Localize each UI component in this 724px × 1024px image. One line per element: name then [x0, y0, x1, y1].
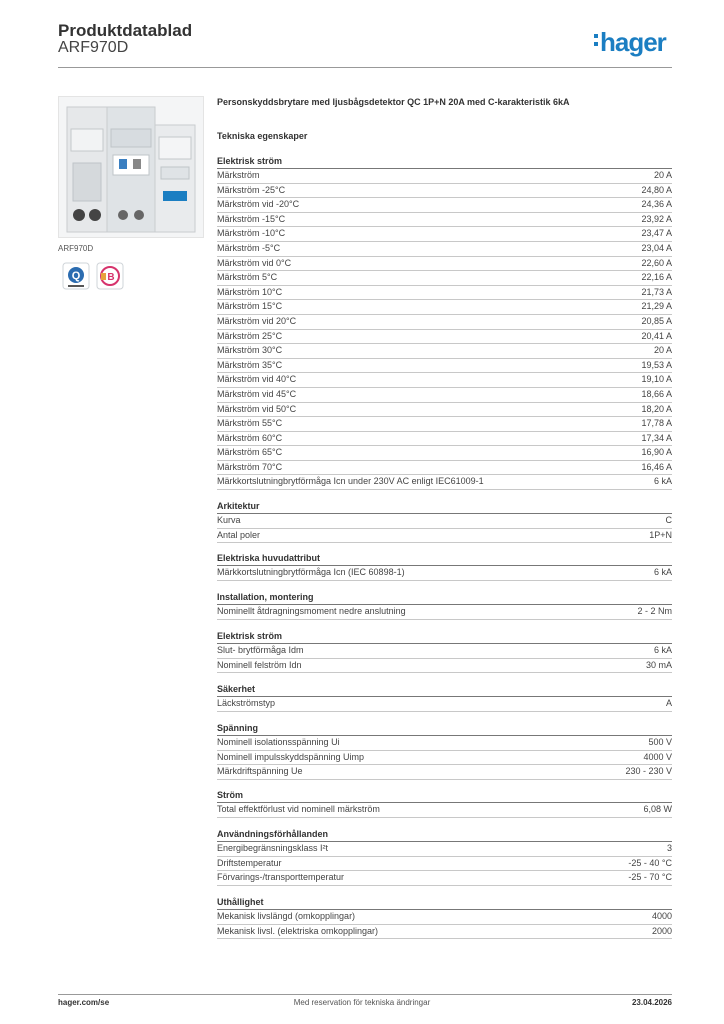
product-image [58, 96, 204, 238]
spec-value: 2 - 2 Nm [637, 606, 672, 616]
spec-row [217, 842, 672, 857]
spec-row [217, 227, 672, 242]
spec-label: Nominell felström Idn [217, 659, 302, 670]
section-installation-montering [217, 591, 672, 620]
spec-label: Märkkortslutningbrytförmåga Icn under 230V AC enligt IEC61009-1 [217, 476, 484, 487]
spec-row [217, 925, 672, 940]
spec-row [217, 871, 672, 886]
product-code-title: ARF970D [58, 39, 129, 56]
section-sakerhet [217, 683, 672, 712]
spec-value: -25 - 40 °C [628, 857, 672, 868]
spec-row [217, 271, 672, 286]
spec-value: 18,66 A [641, 388, 672, 399]
spec-label: Förvarings-/transporttemperatur [217, 872, 345, 883]
footer-divider [58, 994, 672, 995]
spec-value: 19,10 A [641, 374, 672, 385]
spec-value: 500 V [648, 737, 672, 747]
spec-row [217, 403, 672, 418]
spec-label: Antal poler [217, 529, 261, 540]
spec-value: 16,46 A [641, 461, 672, 472]
spec-label: Märkström 70°C [217, 461, 283, 472]
spec-label: Märkkortslutningbrytförmåga Icn (IEC 60898-1) [217, 567, 405, 577]
spec-row [217, 475, 672, 490]
spec-label: Energibegränsningsklass I²t [217, 843, 329, 853]
spec-value: 1P+N [649, 529, 672, 540]
spec-label: Märkström 10°C [217, 286, 283, 297]
spec-value: 230 - 230 V [625, 766, 672, 777]
section-heading: Installation, montering [217, 591, 672, 605]
spec-value: 21,29 A [641, 301, 672, 312]
spec-value: 20 A [653, 345, 672, 356]
spec-row [217, 566, 672, 581]
logo-dots-icon [594, 34, 598, 50]
spec-value: 2000 [651, 925, 672, 936]
spec-row [217, 359, 672, 374]
spec-row [217, 417, 672, 432]
spec-label: Mekanisk livslängd (omkopplingar) [217, 911, 356, 921]
section-spanning [217, 722, 672, 780]
spec-value: 3 [666, 843, 672, 853]
spec-row [217, 461, 672, 476]
section-heading: Uthållighet [217, 896, 672, 910]
spec-row [217, 910, 672, 925]
spec-row [217, 344, 672, 359]
spec-value: 4000 V [643, 751, 672, 762]
spec-row [217, 184, 672, 199]
spec-label: Märkström -5°C [217, 242, 281, 253]
section-elektriska-huvudattribut [217, 552, 672, 581]
spec-label: Märkström vid 20°C [217, 315, 297, 326]
spec-label: Märkström 65°C [217, 447, 283, 458]
spec-value: 17,34 A [641, 432, 672, 443]
footer-disclaimer: Med reservation för tekniska ändringar [293, 998, 431, 1007]
spec-label: Märkström [217, 170, 260, 180]
spec-value: 24,80 A [641, 184, 672, 195]
spec-label: Nominellt åtdragningsmoment nedre anslutning [217, 606, 406, 616]
spec-label: Märkström vid 45°C [217, 388, 297, 399]
section-uthallighet [217, 896, 672, 939]
section-heading: Elektrisk ström [217, 155, 672, 169]
spec-value: 20,85 A [641, 315, 672, 326]
spec-row [217, 373, 672, 388]
spec-label: Märkström vid 50°C [217, 403, 297, 414]
spec-label: Märkström -15°C [217, 213, 286, 224]
spec-label: Slut- brytförmåga Idm [217, 645, 304, 655]
spec-label: Märkström 55°C [217, 418, 283, 429]
section-elektrisk-strom [217, 155, 672, 490]
section-heading: Elektriska huvudattribut [217, 552, 672, 566]
spec-label: Märkström 35°C [217, 359, 283, 370]
q-badge-icon [62, 262, 90, 290]
b-badge-icon [96, 262, 124, 290]
spec-label: Märkdriftspänning Ue [217, 766, 303, 777]
spec-row [217, 242, 672, 257]
spec-row [217, 659, 672, 674]
tech-properties-heading: Tekniska egenskaper [217, 131, 308, 141]
spec-label: Märkström vid 40°C [217, 374, 297, 385]
section-anvandningsforhallanden [217, 828, 672, 886]
spec-row [217, 257, 672, 272]
spec-label: Märkström -10°C [217, 228, 286, 239]
spec-value: 22,60 A [641, 257, 672, 268]
product-description: Personskyddsbrytare med ljusbågsdetektor QC 1P+N 20A med C-karakteristik 6kA [217, 97, 570, 107]
spec-row [217, 751, 672, 766]
spec-value: 20 A [653, 170, 672, 180]
spec-row [217, 803, 672, 818]
spec-row [217, 388, 672, 403]
section-heading: Ström [217, 789, 672, 803]
spec-value: 23,92 A [641, 213, 672, 224]
spec-value: 19,53 A [641, 359, 672, 370]
spec-label: Märkström vid 0°C [217, 257, 292, 268]
section-heading: Säkerhet [217, 683, 672, 697]
spec-label: Nominell isolationsspänning Ui [217, 737, 340, 747]
spec-value: 17,78 A [641, 418, 672, 429]
spec-row [217, 286, 672, 301]
section-strom [217, 789, 672, 818]
spec-row [217, 169, 672, 184]
spec-label: Mekanisk livsl. (elektriska omkopplingar) [217, 925, 379, 936]
svg-text:Q: Q [71, 270, 81, 282]
spec-row [217, 198, 672, 213]
spec-label: Nominell impulsskyddspänning Uimp [217, 751, 365, 762]
spec-row [217, 514, 672, 529]
b-certification-badge [96, 262, 124, 290]
spec-row [217, 529, 672, 544]
hager-logo [594, 27, 666, 58]
spec-label: Kurva [217, 515, 241, 525]
spec-value: 6 kA [653, 645, 672, 655]
section-heading: Arkitektur [217, 500, 672, 514]
section-elektrisk-strom-2 [217, 630, 672, 673]
spec-value: 30 mA [645, 659, 672, 670]
spec-value: A [665, 698, 672, 708]
spec-value: 20,41 A [641, 330, 672, 341]
spec-value: 6 kA [653, 476, 672, 487]
spec-value: 6 kA [653, 567, 672, 577]
logo-text: hager [600, 27, 666, 57]
spec-row [217, 697, 672, 712]
page-title: Produktdatablad [58, 21, 193, 40]
spec-label: Märkström 30°C [217, 345, 283, 356]
spec-label: Märkström vid -20°C [217, 199, 300, 210]
spec-value: 18,20 A [641, 403, 672, 414]
spec-label: Märkström -25°C [217, 184, 286, 195]
spec-value: 6,08 W [643, 804, 672, 814]
spec-value: -25 - 70 °C [628, 872, 672, 883]
spec-value: 22,16 A [641, 272, 672, 283]
section-heading: Användningsförhållanden [217, 828, 672, 842]
footer-website: hager.com/se [58, 998, 110, 1007]
section-arkitektur [217, 500, 672, 543]
footer-date: 23.04.2026 [631, 998, 672, 1007]
spec-value: 23,47 A [641, 228, 672, 239]
spec-label: Märkström 5°C [217, 272, 278, 283]
spec-row [217, 736, 672, 751]
spec-value: 23,04 A [641, 242, 672, 253]
spec-row [217, 446, 672, 461]
spec-row [217, 432, 672, 447]
spec-label: Märkström 25°C [217, 330, 283, 341]
spec-value: 24,36 A [641, 199, 672, 210]
spec-row [217, 330, 672, 345]
spec-row [217, 765, 672, 780]
svg-text:B: B [107, 272, 115, 283]
section-heading: Spänning [217, 722, 672, 736]
spec-value: 21,73 A [641, 286, 672, 297]
spec-value: 16,90 A [641, 447, 672, 458]
spec-value: C [665, 515, 672, 525]
spec-row [217, 605, 672, 620]
header-divider [58, 67, 672, 68]
spec-row [217, 213, 672, 228]
section-heading: Elektrisk ström [217, 630, 672, 644]
circuit-breaker-icon [59, 97, 203, 237]
spec-row [217, 857, 672, 872]
spec-label: Total effektförlust vid nominell märkström [217, 804, 380, 814]
spec-label: Driftstemperatur [217, 857, 282, 868]
spec-row [217, 644, 672, 659]
spec-row [217, 315, 672, 330]
q-certification-badge [62, 262, 90, 290]
spec-label: Läckströmstyp [217, 698, 276, 708]
spec-label: Märkström 15°C [217, 301, 283, 312]
spec-row [217, 300, 672, 315]
spec-value: 4000 [651, 911, 672, 921]
spec-label: Märkström 60°C [217, 432, 283, 443]
product-image-caption: ARF970D [58, 244, 94, 253]
